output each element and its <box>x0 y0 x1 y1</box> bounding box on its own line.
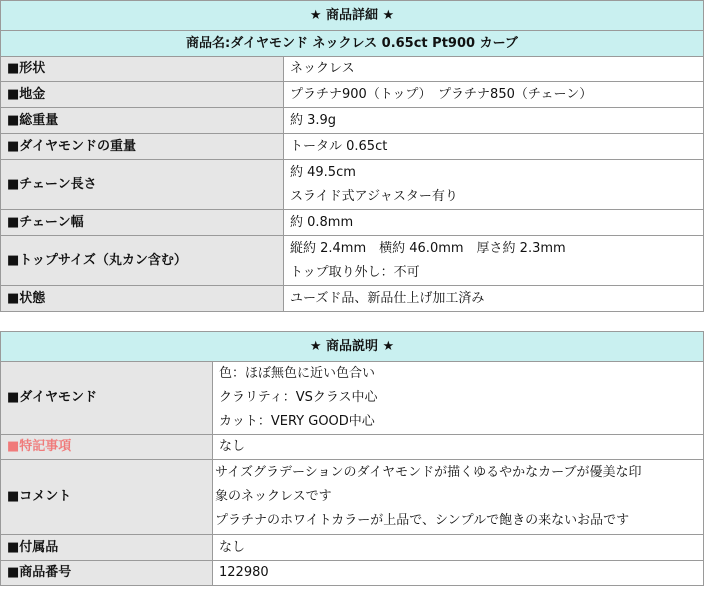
shape-value: ネックレス <box>284 57 704 82</box>
table-row <box>1 460 704 535</box>
metal-value: プラチナ900（トップ） プラチナ850（チェーン） <box>284 82 704 108</box>
product-description-table <box>0 331 704 586</box>
table-row <box>1 160 704 210</box>
table-row <box>1 435 704 460</box>
condition-label: ■状態 <box>1 286 284 312</box>
description-header: ★ 商品説明 ★ <box>1 332 704 362</box>
table-row <box>1 57 704 82</box>
diamond-weight-label: ■ダイヤモンドの重量 <box>1 134 284 160</box>
top-size-value <box>284 236 704 286</box>
item-number-value: 122980 <box>213 561 704 586</box>
total-weight-label: ■総重量 <box>1 108 284 134</box>
chain-adjuster-line: スライド式アジャスター有り <box>290 188 458 204</box>
top-size-label: ■トップサイズ（丸カン含む） <box>1 236 284 286</box>
table-row <box>1 561 704 586</box>
chain-length-line: 約 49.5cm <box>290 164 356 180</box>
special-notes-label: ■特記事項 <box>1 435 213 460</box>
product-name: 商品名:ダイヤモンド ネックレス 0.65ct Pt900 カーブ <box>1 31 704 57</box>
top-detach-line: トップ取り外し：不可 <box>290 264 420 280</box>
chain-width-value: 約 0.8mm <box>284 210 704 236</box>
comment-line-3: プラチナのホワイトカラーが上品で、シンプルで飽きの来ないお品です <box>215 513 630 528</box>
details-header: ★ 商品詳細 ★ <box>1 1 704 31</box>
condition-value: ユーズド品、新品仕上げ加工済み <box>284 286 704 312</box>
table-row <box>1 134 704 160</box>
diamond-label: ■ダイヤモンド <box>1 362 213 435</box>
comment-line-1: サイズグラデーションのダイヤモンドが描くゆるやかなカーブが優美な印 <box>215 465 642 480</box>
table-row <box>1 236 704 286</box>
item-number-label: ■商品番号 <box>1 561 213 586</box>
table-row <box>1 210 704 236</box>
metal-label: ■地金 <box>1 82 284 108</box>
diamond-weight-value: トータル 0.65ct <box>284 134 704 160</box>
chain-length-label: ■チェーン長さ <box>1 160 284 210</box>
table-row <box>1 82 704 108</box>
total-weight-value: 約 3.9g <box>284 108 704 134</box>
table-row <box>1 535 704 561</box>
diamond-value <box>213 362 704 435</box>
diamond-clarity-line: クラリティ：VSクラス中心 <box>219 390 378 405</box>
table-row <box>1 286 704 312</box>
special-notes-value: なし <box>213 435 704 460</box>
table-spacer <box>0 312 704 331</box>
accessories-label: ■付属品 <box>1 535 213 561</box>
diamond-cut-line: カット：VERY GOOD中心 <box>219 414 375 429</box>
top-size-line: 縦約 2.4mm 横約 46.0mm 厚さ約 2.3mm <box>290 240 566 256</box>
diamond-color-line: 色：ほぼ無色に近い色合い <box>219 366 376 381</box>
table-row <box>1 108 704 134</box>
shape-label: ■形状 <box>1 57 284 82</box>
comment-value <box>213 460 704 535</box>
comment-line-2: 象のネックレスです <box>215 489 332 504</box>
table-row <box>1 362 704 435</box>
comment-label: ■コメント <box>1 460 213 535</box>
chain-width-label: ■チェーン幅 <box>1 210 284 236</box>
accessories-value: なし <box>213 535 704 561</box>
chain-length-value <box>284 160 704 210</box>
